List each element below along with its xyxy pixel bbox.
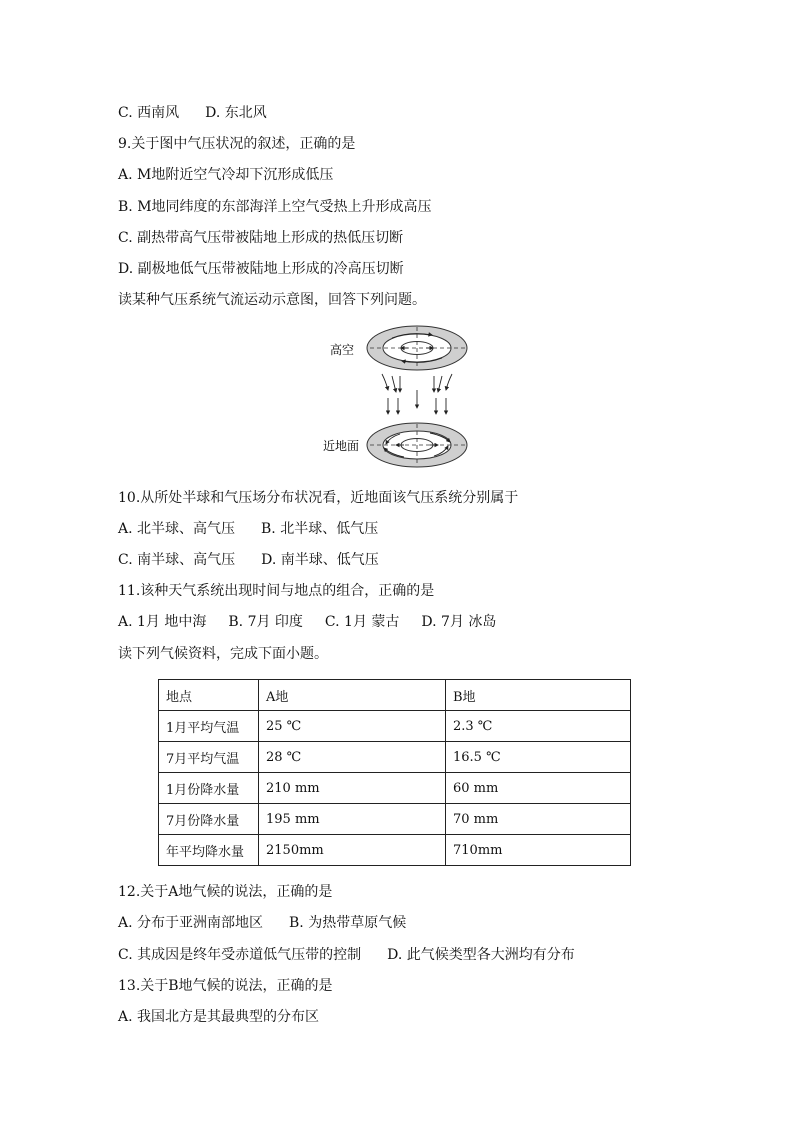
row-label: 1月份降水量 (159, 773, 259, 804)
descending-airflow-arrows (382, 374, 452, 414)
q11-stem: 11.该种天气系统出现时间与地点的组合，正确的是 (118, 583, 435, 599)
table-row (159, 835, 631, 866)
q10-option-c: C. 南半球、高气压 (118, 552, 236, 568)
q10-option-b: B. 北半球、低气压 (261, 521, 379, 537)
table-row (159, 804, 631, 835)
table-row (159, 742, 631, 773)
q9-option-a: A. M地附近空气冷却下沉形成低压 (118, 167, 334, 183)
q11-options (118, 613, 496, 631)
q8-options-line (118, 104, 267, 122)
q11-option-a: A. 1月 地中海 (118, 614, 207, 630)
q10-option-d: D. 南半球、低气压 (261, 552, 379, 568)
row-label: 7月平均气温 (159, 742, 259, 773)
q12-option-a: A. 分布于亚洲南部地区 (118, 915, 264, 931)
q9-stem: 9.关于图中气压状况的叙述，正确的是 (118, 136, 356, 152)
q11-option-c: C. 1月 蒙古 (324, 614, 400, 630)
q9-option-c: C. 副热带高气压带被陆地上形成的热低压切断 (118, 230, 404, 246)
cell-b: 710mm (446, 835, 631, 866)
upper-air-ellipses (367, 326, 467, 370)
cell-a: 28 ℃ (259, 742, 446, 773)
table-intro: 读下列气候资料，完成下面小题。 (118, 646, 328, 662)
cell-a: 210 mm (259, 773, 446, 804)
row-label: 7月份降水量 (159, 804, 259, 835)
row-label: 1月平均气温 (159, 711, 259, 742)
header-site-a: A地 (259, 680, 446, 711)
q12-options-ab (118, 914, 406, 932)
q11-option-b: B. 7月 印度 (228, 614, 303, 630)
q12-options-cd (118, 946, 575, 964)
q8-option-c: C. 西南风 (118, 105, 180, 121)
table-row (159, 773, 631, 804)
cell-b: 16.5 ℃ (446, 742, 631, 773)
cell-b: 60 mm (446, 773, 631, 804)
q12-option-c: C. 其成因是终年受赤道低气压带的控制 (118, 947, 362, 963)
cell-a: 2150mm (259, 835, 446, 866)
header-site-b: B地 (446, 680, 631, 711)
table-row (159, 711, 631, 742)
q13-stem: 13.关于B地气候的说法，正确的是 (118, 978, 333, 994)
row-label: 年平均降水量 (159, 835, 259, 866)
cell-a: 195 mm (259, 804, 446, 835)
q9-option-b: B. M地同纬度的东部海洋上空气受热上升形成高压 (118, 199, 432, 215)
near-surface-ellipses (367, 423, 467, 467)
q10-stem: 10.从所处半球和气压场分布状况看，近地面该气压系统分别属于 (118, 490, 519, 506)
q10-options-cd (118, 551, 379, 569)
label-near-surface: 近地面 (322, 439, 359, 453)
q12-option-d: D. 此气候类型各大洲均有分布 (387, 947, 575, 963)
q8-option-d: D. 东北风 (205, 105, 267, 121)
cell-b: 2.3 ℃ (446, 711, 631, 742)
climate-data-table (158, 679, 631, 866)
cell-b: 70 mm (446, 804, 631, 835)
q12-option-b: B. 为热带草原气候 (289, 915, 407, 931)
q9-option-d: D. 副极地低气压带被陆地上形成的冷高压切断 (118, 261, 404, 277)
label-upper-air: 高空 (329, 343, 354, 357)
q12-stem: 12.关于A地气候的说法，正确的是 (118, 884, 333, 900)
table-header-row (159, 680, 631, 711)
q10-option-a: A. 北半球、高气压 (118, 521, 236, 537)
q10-options-ab (118, 520, 378, 538)
pressure-system-diagram (320, 318, 480, 468)
cell-a: 25 ℃ (259, 711, 446, 742)
q13-option-a: A. 我国北方是其最典型的分布区 (118, 1009, 320, 1025)
header-location: 地点 (159, 680, 259, 711)
q11-option-d: D. 7月 冰岛 (421, 614, 497, 630)
diagram-intro: 读某种气压系统气流运动示意图，回答下列问题。 (118, 292, 426, 308)
